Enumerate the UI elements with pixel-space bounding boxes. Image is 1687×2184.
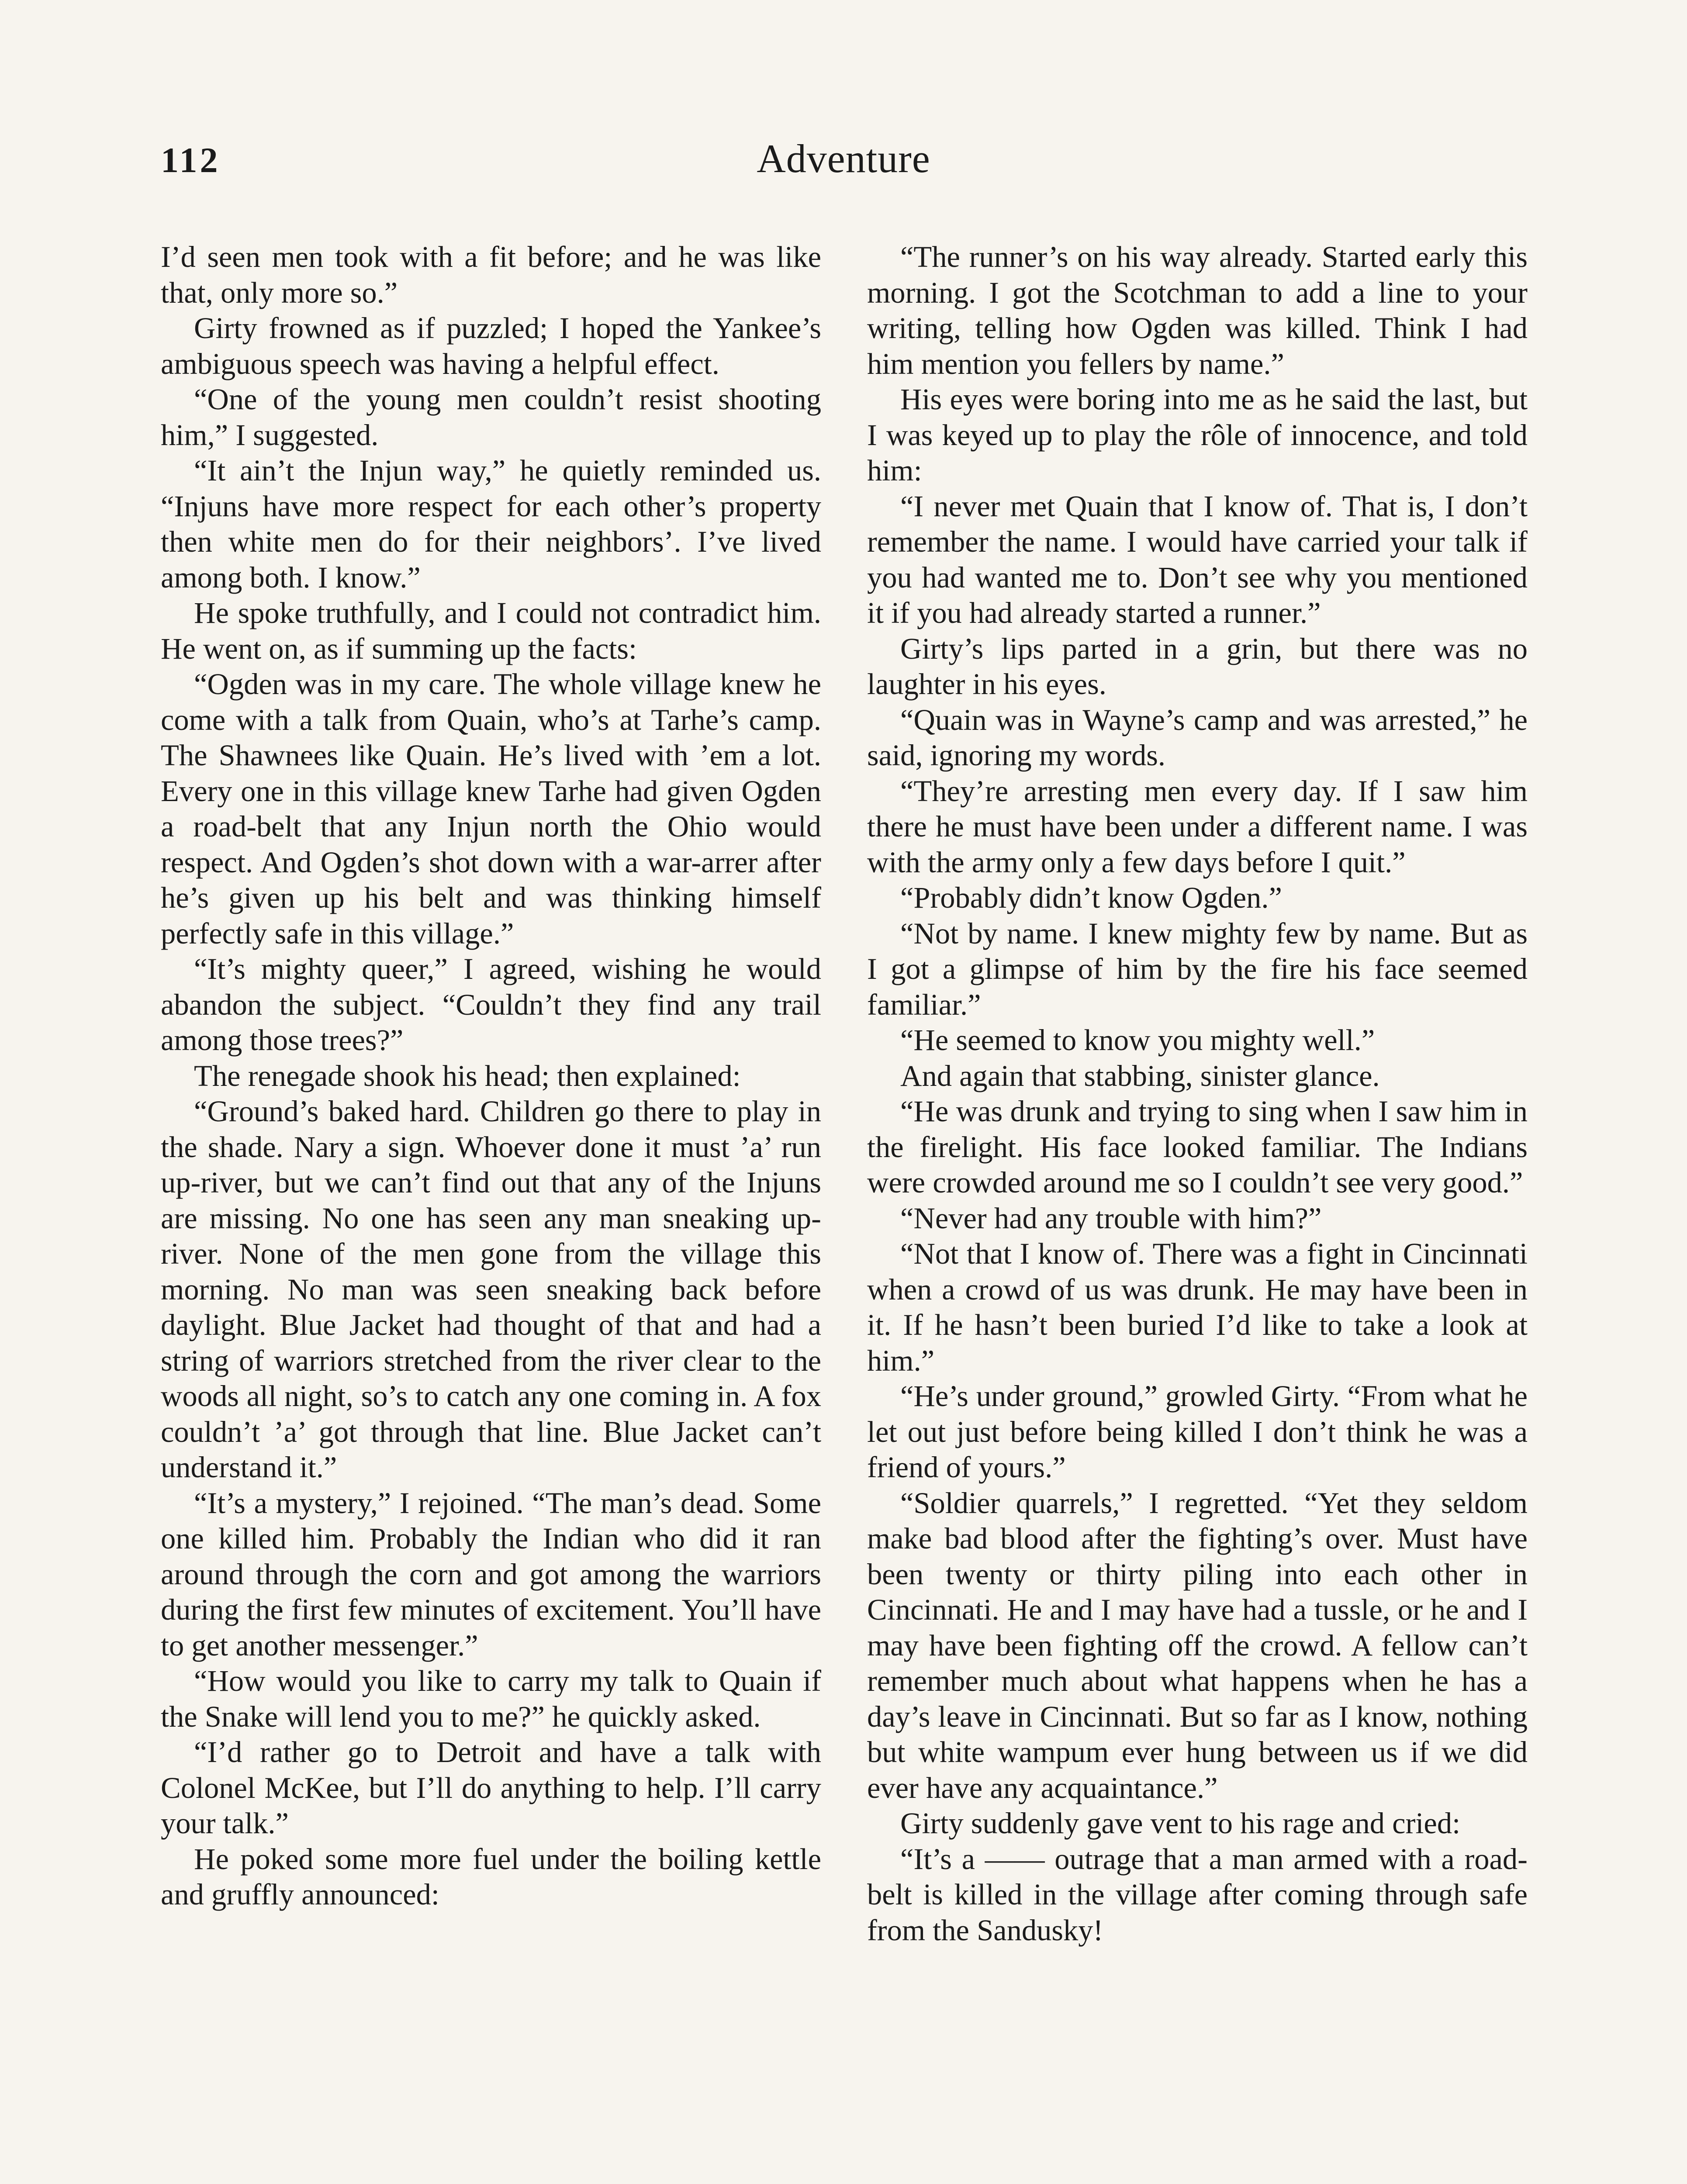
paragraph: “He was drunk and trying to sing when I saw him in the firelight. His face looked familiar. The Indians were crowded around me so I couldn’t see very good.”	[867, 1095, 1528, 1199]
paragraph: “I’d rather go to Detroit and have a talk with Colonel McKee, but I’ll do anything to help. I’ll carry your talk.”	[161, 1735, 821, 1840]
right-column	[867, 239, 1528, 1948]
page-number: 112	[161, 140, 221, 180]
paragraph: He spoke truthfully, and I could not contradict him. He went on, as if summing up the facts:	[161, 596, 821, 665]
paragraph: “Soldier quarrels,” I regretted. “Yet they seldom make bad blood after the fighting’s over. Must have been twenty or thirty piling into each other in Cincinnati. He and I may have had a tussle, or he and I may have been fighting off the crowd. A fellow can’t remember much about what happens when he has a day’s leave in Cincinnati. But so far as I know, nothing but white wampum ever hung between us if we did ever have any acquaintance.”	[867, 1486, 1528, 1804]
running-title: Adventure	[757, 136, 930, 181]
paragraph: “He seemed to know you mighty well.”	[900, 1023, 1375, 1057]
paragraph: “One of the young men couldn’t resist shooting him,” I suggested.	[161, 383, 821, 452]
page-header	[161, 136, 1526, 205]
paragraph: “Ogden was in my care. The whole village knew he come with a talk from Quain, who’s at Tarhe’s camp. The Shawnees like Quain. He’s lived with ’em a lot. Every one in this village knew Tarhe had given Ogden a road-belt that any Injun north the Ohio would respect. And Ogden’s shot down with a war-arrer after he’s given up his belt and was thinking himself perfectly safe in this village.”	[161, 667, 821, 950]
paragraph: “I never met Quain that I know of. That is, I don’t remember the name. I would have carried your talk if you had wanted me to. Don’t see why you mentioned it if you had already started a runner.”	[867, 489, 1528, 629]
paragraph: Girty’s lips parted in a grin, but there was no laughter in his eyes.	[867, 632, 1528, 701]
paragraph: “It’s a —— outrage that a man armed with a road-belt is killed in the village after coming through safe from the Sandusky!	[867, 1842, 1528, 1947]
paragraph: “Not by name. I knew mighty few by name. But as I got a glimpse of him by the fire his face seemed familiar.”	[867, 916, 1528, 1021]
paragraph: Girty frowned as if puzzled; I hoped the Yankee’s ambiguous speech was having a helpful effect.	[161, 311, 821, 380]
paragraph: And again that stabbing, sinister glance.	[900, 1059, 1380, 1092]
paragraph: “How would you like to carry my talk to Quain if the Snake will lend you to me?” he quickly asked.	[161, 1664, 821, 1733]
paragraph: “It’s a mystery,” I rejoined. “The man’s dead. Some one killed him. Probably the Indian who did it ran around through the corn and got among the warriors during the first few minutes of excitement. You’ll have to get another messenger.”	[161, 1486, 821, 1662]
paragraph: “Never had any trouble with him?”	[900, 1201, 1322, 1235]
paragraph: “It ain’t the Injun way,” he quietly reminded us. “Injuns have more respect for each other’s property then white men do for their neighbors’. I’ve lived among both. I know.”	[161, 454, 821, 594]
left-column	[161, 239, 821, 1913]
paragraph: The renegade shook his head; then explained:	[194, 1059, 741, 1092]
paragraph: Girty suddenly gave vent to his rage and cried:	[900, 1807, 1461, 1840]
paragraph: “The runner’s on his way already. Started early this morning. I got the Scotchman to add a line to your writing, telling how Ogden was killed. Think I had him mention you fellers by name.”	[867, 240, 1528, 380]
paragraph: I’d seen men took with a fit before; and he was like that, only more so.”	[161, 240, 821, 309]
paragraph: His eyes were boring into me as he said the last, but I was keyed up to play the rôle of innocence, and told him:	[867, 383, 1528, 487]
paragraph: He poked some more fuel under the boiling kettle and gruffly announced:	[161, 1842, 821, 1911]
paragraph: “He’s under ground,” growled Girty. “From what he let out just before being killed I don’t think he was a friend of yours.”	[867, 1379, 1528, 1484]
paragraph: “They’re arresting men every day. If I saw him there he must have been under a different name. I was with the army only a few days before I quit.”	[867, 774, 1528, 879]
paragraph: “Quain was in Wayne’s camp and was arrested,” he said, ignoring my words.	[867, 703, 1528, 772]
paragraph: “Probably didn’t know Ogden.”	[900, 881, 1282, 914]
paragraph: “Not that I know of. There was a fight in Cincinnati when a crowd of us was drunk. He may have been in it. If he hasn’t been buried I’d like to take a look at him.”	[867, 1237, 1528, 1377]
paragraph: “Ground’s baked hard. Children go there to play in the shade. Nary a sign. Whoever done it must ’a’ run up-river, but we can’t find out that any of the Injuns are missing. No one has seen any man sneaking up-river. None of the men gone from the village this morning. No man was seen sneaking back before daylight. Blue Jacket had thought of that and had a string of warriors stretched from the river clear to the woods all night, so’s to catch any one coming in. A fox couldn’t ’a’ got through that line. Blue Jacket can’t understand it.”	[161, 1095, 821, 1484]
paragraph: “It’s mighty queer,” I agreed, wishing he would abandon the subject. “Couldn’t they find any trail among those trees?”	[161, 952, 821, 1057]
